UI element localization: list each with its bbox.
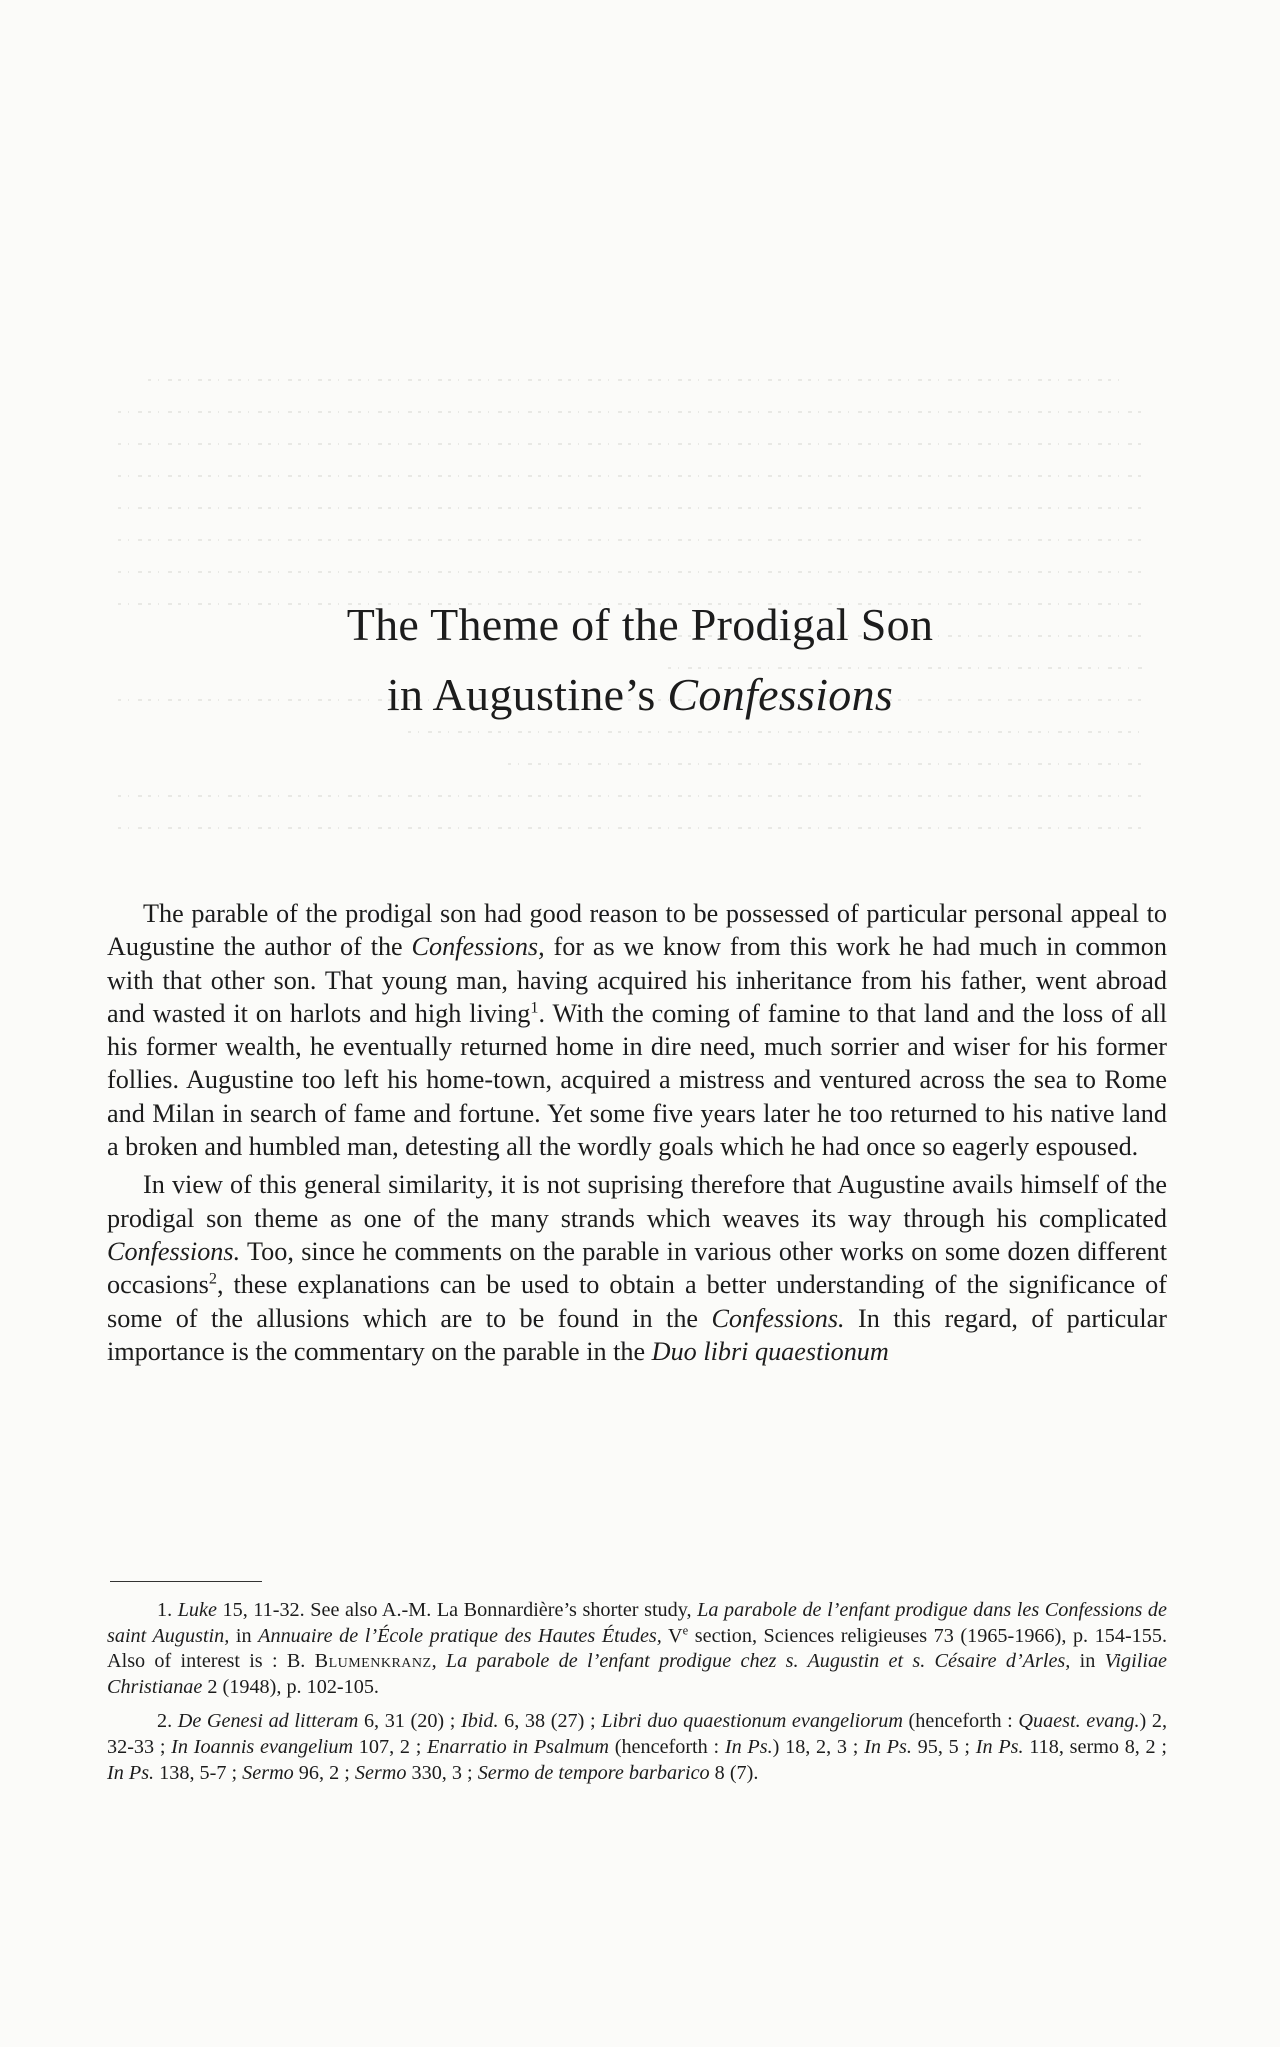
- fn1-text-f: V: [661, 1624, 683, 1647]
- fn2-h: ) 2, 32-33 ;: [107, 1710, 1167, 1758]
- fn1-text-g: section, Sciences religieuses 73 (1965-1966), p. 154-155. Also of interest is : B.: [107, 1624, 1168, 1673]
- fn1-text-m: 2 (1948), p. 102-105.: [202, 1675, 379, 1698]
- fn2-b: 6, 31 (20) ;: [358, 1710, 461, 1733]
- p1-text-1: The parable of the prodigal son had good reason to be possessed of particular personal appeal to Augustine the author of the: [107, 899, 1167, 962]
- p2-italic-confessions-2: Confessions.: [711, 1303, 845, 1333]
- fn2-x: 330, 3 ;: [406, 1761, 478, 1784]
- title-line-1: The Theme of the Prodigal Son: [346, 599, 934, 650]
- footnote-ref-1[interactable]: 1: [530, 998, 539, 1017]
- fn2-c: Ibid.: [460, 1710, 499, 1733]
- fn2-f: (henceforth :: [902, 1710, 1019, 1733]
- fn2-r: 118, sermo 8, 2 ;: [1023, 1735, 1167, 1758]
- fn1-sup-e: e: [682, 1623, 689, 1638]
- fn2-n: ) 18, 2, 3 ;: [772, 1735, 865, 1758]
- p1-text-3: . With the coming of famine to that land and the loss of all his former wealth, he eventually returned home in dire need, much sorrier and wiser for his former follies. Augustine too left his home-town, acquired a mistress and ventured across the sea to Rome and Milan in search of fame and fortune. Yet some five years later he too returned to his native land a broken and humbled man, detesting all the wordly goals which he had once so eagerly espoused.: [107, 998, 1167, 1162]
- fn2-q: In Ps.: [975, 1735, 1024, 1758]
- fn2-w: Sermo: [354, 1761, 407, 1784]
- fn2-g: Quaest. evang.: [1018, 1710, 1140, 1733]
- p2-italic-duo-libri: Duo libri quaestionum: [651, 1336, 889, 1366]
- fn1-title-parabole: La parabole de l’enfant prodigue dans les Confessions de saint Augustin,: [107, 1599, 1167, 1647]
- p1-italic-confessions: Confessions,: [411, 932, 545, 962]
- fn1-text-k: in: [1070, 1650, 1105, 1673]
- p2-text-4: In this regard, of particular importance is the commentary on the parable in the: [107, 1303, 1167, 1366]
- fn2-z: 8 (7).: [709, 1761, 759, 1784]
- p2-text-3: , these explanations can be used to obtain a better understanding of the significance of some of the allusions which are to be found in the: [107, 1270, 1167, 1333]
- p2-text-1: In view of this general similarity, it is not suprising therefore that Augustine avails himself of the prodigal son theme as one of the many strands which weaves its way through his complicated: [107, 1170, 1167, 1233]
- body-text: [107, 897, 1167, 1368]
- fn2-i: In Ioannis evangelium: [171, 1735, 354, 1758]
- fn1-title-cesaire: La parabole de l’enfant prodigue chez s. Augustin et s. Césaire d’Arles,: [445, 1650, 1071, 1673]
- fn2-e: Libri duo quaestionum evangeliorum: [601, 1710, 903, 1733]
- fn2-u: Sermo: [242, 1761, 294, 1784]
- paragraph-2: [107, 1168, 1167, 1368]
- fn1-text-d: in: [229, 1624, 259, 1647]
- fn1-luke: Luke: [177, 1599, 217, 1621]
- p2-text-2: Too, since he comments on the parable in various other works on some dozen different occasions: [107, 1236, 1167, 1300]
- article-title: [0, 590, 1280, 730]
- fn2-d: 6, 38 (27) ;: [498, 1710, 602, 1733]
- fn2-t: 138, 5-7 ;: [154, 1761, 243, 1784]
- footnote-ref-2[interactable]: 2: [208, 1269, 217, 1288]
- fn2-o: In Ps.: [864, 1735, 912, 1758]
- title-line-2-text: in Augustine’s: [386, 669, 668, 720]
- fn2-s: In Ps.: [107, 1761, 155, 1784]
- p1-text-2: for as we know from this work he had much in common with that other son. That young man, having acquired his inheritance from his father, went abroad and wasted it on harlots and high living: [107, 932, 1167, 1028]
- footnote-2: [107, 1709, 1167, 1786]
- paragraph-1: [107, 897, 1167, 1163]
- title-confessions: Confessions: [667, 669, 894, 720]
- fn2-p: 95, 5 ;: [911, 1735, 976, 1758]
- fn2-m: In Ps.: [724, 1735, 773, 1758]
- footnote-1-number: 1.: [157, 1599, 178, 1621]
- fn1-text-i: ,: [431, 1650, 446, 1673]
- p2-italic-confessions-1: Confessions.: [107, 1236, 241, 1266]
- footnote-1: [107, 1598, 1167, 1700]
- fn2-j: 107, 2 ;: [353, 1735, 428, 1758]
- footnote-2-number: 2.: [157, 1710, 178, 1733]
- title-line-2: [0, 660, 1280, 730]
- fn1-annuaire: Annuaire de l’École pratique des Hautes Études,: [258, 1624, 662, 1647]
- fn2-v: 96, 2 ;: [293, 1761, 355, 1784]
- fn1-text-b: 15, 11-32. See also A.-M. La Bonnardière’s shorter study,: [216, 1599, 698, 1621]
- fn1-vigiliae: Vigiliae Christianae: [107, 1650, 1168, 1698]
- fn2-a: De Genesi ad litteram: [177, 1710, 359, 1733]
- fn2-k: Enarratio in Psalmum: [427, 1735, 609, 1758]
- fn2-l: (henceforth :: [609, 1735, 725, 1758]
- footnotes: [107, 1598, 1167, 1786]
- fn2-y: Sermo de tempore barbarico: [477, 1761, 710, 1784]
- fn1-author-blumenkranz: Blumenkranz: [314, 1650, 432, 1673]
- footnote-divider: [110, 1581, 262, 1582]
